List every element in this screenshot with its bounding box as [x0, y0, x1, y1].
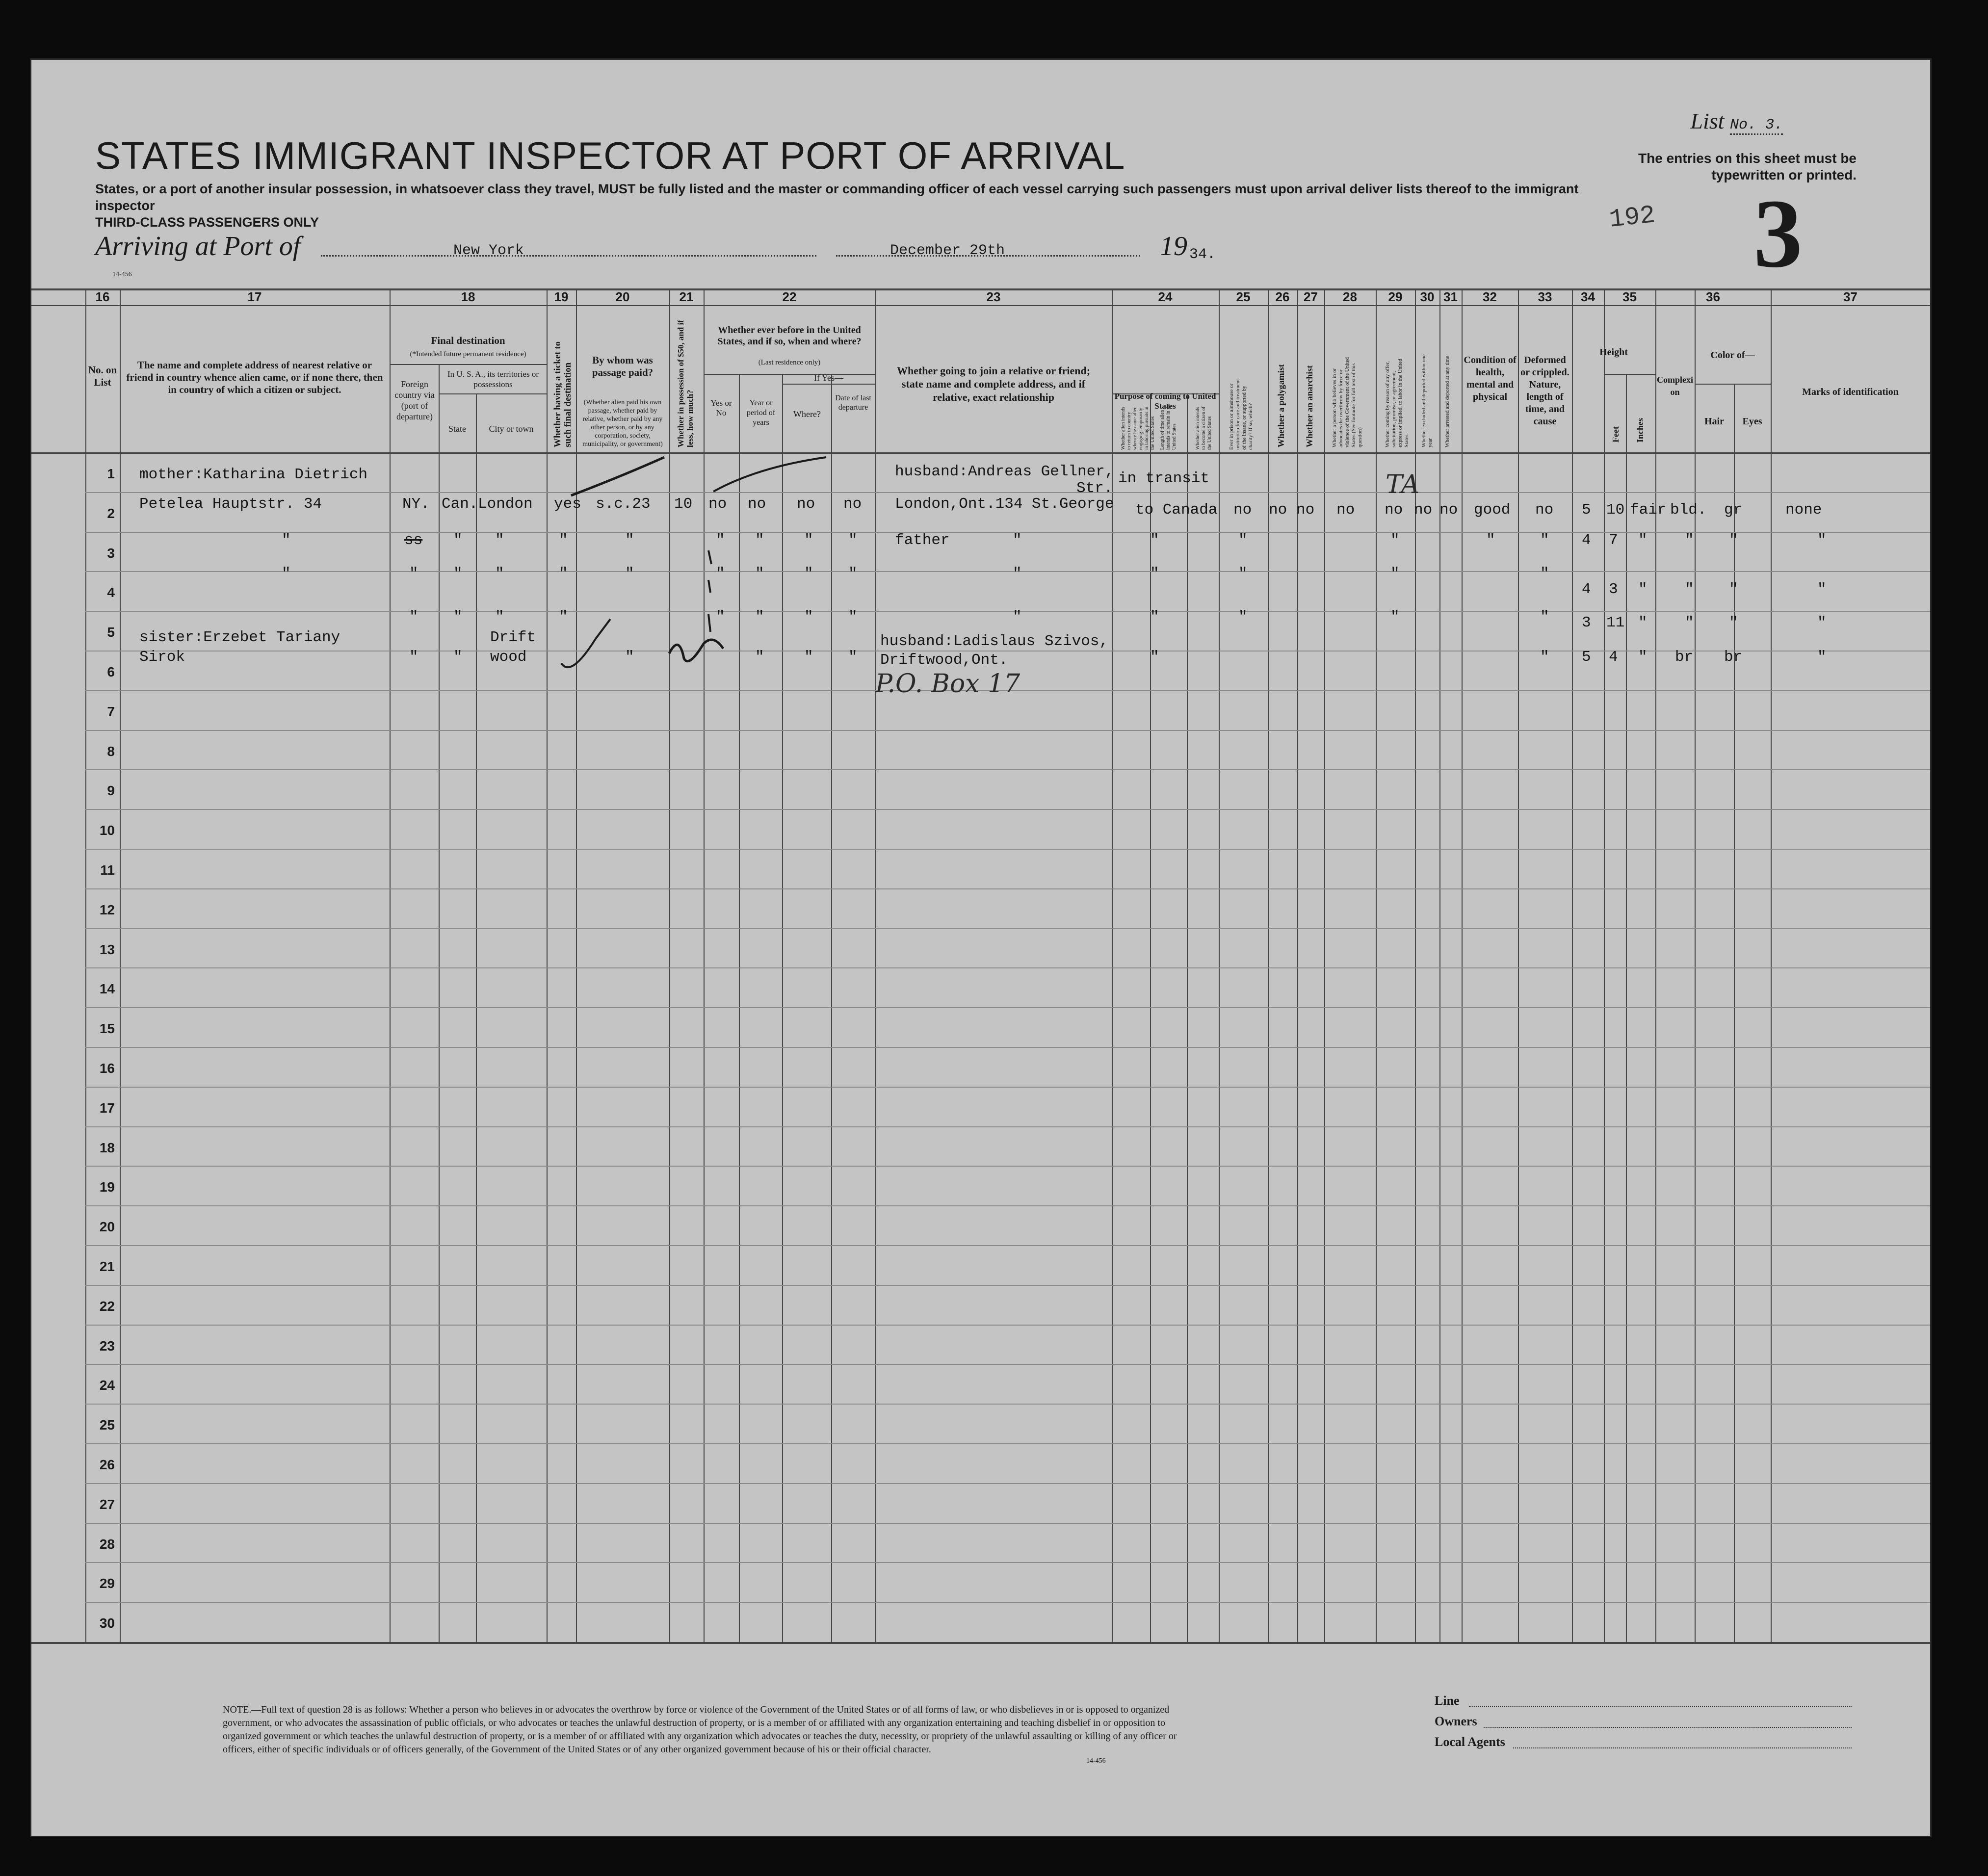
handwritten-ta: TA — [1386, 470, 1420, 499]
row-rule — [85, 849, 1930, 850]
heading-by-whom-sub: (Whether alien paid his own passage, whether paid by relative, whether paid by any other person, or by any corporation, society, municipality, or government) — [582, 399, 663, 448]
r3-q25-ditto: " — [1238, 565, 1248, 582]
row-number: 28 — [99, 1536, 115, 1552]
r4-ticket-ditto: " — [559, 608, 568, 625]
r2-eyes-ditto: " — [1729, 532, 1738, 549]
r4-deformed-ditto: " — [1540, 608, 1549, 625]
r1-q26: no — [1269, 501, 1287, 519]
col-number: 18 — [461, 289, 475, 304]
entries-note: The entries on this sheet must be typewritten or printed. — [1638, 151, 1857, 182]
heading-if-yes: If Yes— — [813, 373, 843, 383]
col-number: 19 — [554, 289, 569, 304]
col-number: 35 — [1622, 289, 1637, 304]
r2-complexion-ditto: " — [1638, 532, 1648, 549]
row-rule — [85, 1087, 1930, 1088]
row-rule — [85, 1602, 1930, 1603]
sheet-number: 3 — [1753, 180, 1803, 288]
row-number: 27 — [99, 1496, 115, 1512]
list-number-value: No. 3. — [1730, 117, 1783, 135]
row-number: 7 — [107, 704, 115, 719]
r2-hair-ditto: " — [1685, 532, 1694, 549]
heading-arrested: Whether arrested and deported at any time — [1444, 356, 1450, 447]
heading-date-last: Date of last departure — [835, 394, 871, 412]
row-number: 17 — [99, 1100, 115, 1116]
heading-hair: Hair — [1704, 416, 1724, 427]
heading-ever-before: Whether ever before in the United States, and if so, when and where? — [717, 325, 862, 347]
col-number: 20 — [615, 289, 630, 304]
intro-line-2: THIRD-CLASS PASSENGERS ONLY — [95, 215, 319, 230]
heading-polygamist: Whether a polygamist — [1276, 364, 1286, 447]
heading-final-destination-sub: (*Intended future permanent residence) — [410, 350, 526, 358]
r2-relative-ditto: " — [282, 532, 291, 549]
r3-q29-ditto: " — [1390, 565, 1400, 582]
row-rule — [85, 1007, 1930, 1008]
heading-condition: Condition of health, mental and physical — [1464, 355, 1517, 402]
col-number: 23 — [986, 289, 1001, 304]
row-number: 19 — [99, 1179, 115, 1195]
heading-prison-almshouse: Ever in prison or almshouse or institution for care and treatment of the insane, or supported by charity? If so, which? — [1229, 379, 1254, 450]
row-number: 3 — [107, 545, 115, 561]
r4-feet: 3 — [1582, 614, 1591, 631]
row-rule — [85, 1285, 1930, 1286]
r2-inches: 7 — [1609, 532, 1618, 549]
heading-labor-offer: Whether coming by reason of any offer, solicitation, promise, or agreement, express or implied, to labor in the United States — [1385, 359, 1410, 447]
page-title: STATES IMMIGRANT INSPECTOR AT PORT OF ARRIVAL — [95, 134, 1125, 177]
heading-excluded: Whether excluded and deported within one year — [1421, 354, 1433, 447]
col-number: 36 — [1706, 289, 1720, 304]
intro-line-1: States, or a port of another insular possession, in whatsoever class they travel, MUST be fully listed and the master or commanding officer of each vessel carrying such passengers must upon arrival deliver lists thereof to the immigrant inspector — [95, 182, 1579, 213]
r1-inches: 10 — [1606, 501, 1625, 519]
r2-q25-ditto: " — [1238, 532, 1248, 549]
r2-city-ditto: " — [495, 532, 504, 549]
row-rule — [85, 928, 1930, 929]
row-number: 25 — [99, 1417, 115, 1433]
row-rule — [85, 1364, 1930, 1365]
row-rule — [85, 809, 1930, 810]
footer-form-code: 14-456 — [1086, 1757, 1106, 1765]
col-number: 21 — [679, 289, 694, 304]
row-number: 22 — [99, 1298, 115, 1314]
heading-where: Where? — [793, 409, 821, 419]
row-number: 18 — [99, 1140, 115, 1155]
col-number: 27 — [1304, 289, 1318, 304]
heading-ever-before-sub: (Last residence only) — [758, 359, 821, 366]
heading-no-on-list: No. on List — [88, 364, 117, 388]
heading-overthrow: Whether a person who believes in or advocates the overthrow by force or violence of the Government of the United States (See footnote for full text of this question) — [1332, 357, 1363, 447]
r1-years: no — [748, 495, 766, 513]
row-rule — [85, 1523, 1930, 1524]
r2-foreign-country: ss — [404, 532, 423, 549]
row-rule — [85, 967, 1930, 968]
row-number: 30 — [99, 1615, 115, 1631]
r1-purpose-line1: in transit — [1118, 470, 1210, 487]
row-rule — [85, 1483, 1930, 1484]
r3-purpose-ditto: " — [1150, 565, 1159, 582]
r3-deformed-ditto: " — [1540, 565, 1549, 582]
heading-year-period: Year or period of years — [746, 399, 776, 427]
r1-q27: no — [1296, 501, 1315, 519]
r3-relative-ditto: " — [282, 565, 291, 582]
r3-join-ditto: " — [1013, 565, 1022, 582]
row-number: 26 — [99, 1457, 115, 1472]
r3-marks-ditto: " — [1817, 581, 1827, 598]
r5-complexion-ditto: " — [1638, 649, 1648, 666]
col-number: 22 — [782, 289, 797, 304]
row-rule — [85, 1205, 1930, 1206]
r3-feet: 4 — [1582, 581, 1591, 598]
row-rule — [85, 1404, 1930, 1405]
year-prefix: 19 — [1160, 231, 1187, 261]
heading-marks: Marks of identification — [1802, 387, 1899, 397]
heading-final-destination: Final destination — [431, 335, 505, 346]
footer-agents-field — [1513, 1735, 1852, 1748]
r4-date-ditto: " — [848, 608, 858, 625]
r1-foreign-country: NY. — [402, 495, 430, 513]
r1-health: good — [1474, 501, 1511, 519]
r1-q31: no — [1439, 501, 1458, 519]
r3-where-ditto: " — [804, 565, 813, 582]
r4-marks-ditto: " — [1817, 614, 1827, 631]
r3-complexion-ditto: " — [1638, 581, 1648, 598]
r5-inches: 4 — [1609, 649, 1618, 666]
col-number: 16 — [95, 289, 110, 304]
r5-date-ditto: " — [848, 649, 858, 666]
r5-country-ditto: " — [409, 649, 419, 666]
row-number: 8 — [107, 743, 115, 759]
r4-state-ditto: " — [453, 608, 463, 625]
list-label: List — [1690, 108, 1725, 133]
footer-line-field — [1469, 1694, 1852, 1707]
row-number: 16 — [99, 1061, 115, 1076]
heading-yes-no: Yes or No — [710, 398, 732, 417]
r4-ever-ditto: " — [716, 608, 725, 625]
r1-money: 10 — [674, 495, 693, 513]
r3-inches: 3 — [1609, 581, 1618, 598]
r1-join-line3: London,Ont.134 St.George — [895, 495, 1114, 513]
row-number: 21 — [99, 1259, 115, 1274]
heading-city: City or town — [489, 424, 534, 434]
r4-hair-ditto: " — [1685, 614, 1694, 631]
heading-nearest-relative: The name and complete address of nearest relative or friend in country whence alien came, or if none there, then in country of which a citizen or subject. — [126, 359, 383, 395]
r5-hair: br — [1675, 649, 1694, 666]
year-suffix: 34. — [1189, 246, 1216, 263]
port-value: New York — [453, 242, 524, 259]
r5-relative-line1: sister:Erzebet Tariany — [139, 629, 340, 646]
r1-city: London — [478, 495, 533, 513]
r1-q25: no — [1233, 501, 1252, 519]
r3-date-ditto: " — [848, 565, 858, 582]
r5-feet: 5 — [1582, 649, 1591, 666]
row-rule — [85, 769, 1930, 770]
r2-deformed-ditto: " — [1540, 532, 1549, 549]
r3-hair-ditto: " — [1685, 581, 1694, 598]
row-number: 13 — [99, 941, 115, 957]
heading-inches: Inches — [1635, 417, 1645, 443]
r3-ever-ditto: " — [716, 565, 725, 582]
row-number: 14 — [99, 981, 115, 997]
footer-owners-field — [1484, 1714, 1852, 1728]
r3-country-ditto: " — [409, 565, 419, 582]
r5-paid-ditto: " — [625, 649, 634, 666]
col-number: 33 — [1538, 289, 1552, 304]
r3-city-ditto: " — [495, 565, 504, 582]
row-number: 4 — [107, 585, 115, 600]
heading-color-of: Color of— — [1710, 350, 1755, 361]
date-value: December 29th — [890, 242, 1005, 259]
row-rule — [85, 1166, 1930, 1167]
r2-health-ditto: " — [1486, 532, 1495, 549]
row-number: 6 — [107, 664, 115, 679]
row-rule — [85, 1047, 1930, 1048]
row-rule — [85, 1245, 1930, 1246]
r5-city-line1: Drift — [490, 629, 536, 646]
heading-deformed: Deformed or crippled. Nature, length of time, and cause — [1520, 355, 1569, 427]
r1-deformed: no — [1535, 501, 1554, 519]
r1-join-line1: husband:Andreas Gellner, — [895, 463, 1114, 480]
stamp-number: 192 — [1608, 201, 1657, 234]
row-number: 23 — [99, 1338, 115, 1354]
col-number: 31 — [1443, 289, 1458, 304]
r5-where-ditto: " — [804, 649, 813, 666]
r1-q28: no — [1336, 501, 1355, 519]
r1-relative-line1: mother:Katharina Dietrich — [139, 466, 368, 483]
row-number: 24 — [99, 1378, 115, 1393]
heading-citizen-intent: Whether alien intends to become a citizen of the United States — [1195, 406, 1212, 450]
r2-state-ditto: " — [453, 532, 463, 549]
row-number: 2 — [107, 505, 115, 521]
col-number: 24 — [1158, 289, 1173, 304]
r5-join-line1: husband:Ladislaus Szivos, — [880, 633, 1109, 650]
footer-agents-label: Local Agents — [1435, 1735, 1505, 1749]
row-number: 29 — [99, 1576, 115, 1591]
r3-ticket-ditto: " — [559, 565, 568, 582]
footer-owners-label: Owners — [1435, 1714, 1477, 1728]
r1-date-last: no — [843, 495, 862, 513]
r4-q29-ditto: " — [1390, 608, 1400, 625]
heading-purpose: Purpose of coming to United States — [1114, 391, 1216, 411]
footer-line-label: Line — [1435, 1694, 1460, 1708]
r4-country-ditto: " — [409, 608, 419, 625]
r2-marks-ditto: " — [1817, 532, 1827, 549]
manifest-sheet — [31, 60, 1930, 1836]
heading-anarchist: Whether an anarchist — [1305, 365, 1314, 447]
handwritten-po-box: P.O. Box 17 — [875, 669, 1020, 699]
heading-joining: Whether going to join a relative or friend; state name and complete address, and if relative, exact relationship — [896, 365, 1091, 403]
r2-join: father — [895, 532, 950, 549]
heading-eyes: Eyes — [1742, 416, 1762, 427]
r2-ticket-ditto: " — [559, 532, 568, 549]
r1-ticket: yes — [554, 495, 581, 513]
col-number: 32 — [1483, 289, 1497, 304]
col-number: 37 — [1843, 289, 1857, 304]
r5-join-line2: Driftwood,Ont. — [880, 651, 1008, 669]
r1-where: no — [797, 495, 815, 513]
r1-hair: bld. — [1670, 501, 1707, 519]
r4-city-ditto: " — [495, 608, 504, 625]
r3-years-ditto: " — [755, 565, 764, 582]
r1-join-line2: Str. — [1076, 480, 1113, 497]
heading-possession-50: Whether in possession of $50, and if less, how much? — [676, 320, 695, 447]
heading-by-whom: By whom was passage paid? — [592, 354, 654, 378]
r5-eyes: br — [1724, 649, 1743, 666]
footnote-q28: NOTE.—Full text of question 28 is as follows: Whether a person who believes in or advocates the overthrow by force or violence of the Government of the United States or of all forms of law, or who disbelieves in or is opposed to organized government, or who advocates the assassination of public officials, or who advocates or teaches the unlawful destruction of property, or is a member of or affiliated with any organization entertaining and teaching disbelief in or opposition to organized government or which teaches the unlawful destruction of property, or is a member of or affiliated with any organization which advocates or teaches the duty, necessity, or propriety of the unlawful assaulting or killing of any officer or officers, either of specific individuals or of officers generally, of the Government of the United States or of any other organized government because of his or their official character. — [223, 1704, 1177, 1755]
r4-inches: 11 — [1606, 614, 1625, 631]
r1-eyes: gr — [1724, 501, 1743, 519]
row-number: 1 — [107, 466, 115, 481]
r1-complexion: fair — [1630, 501, 1667, 519]
heading-feet: Feet — [1611, 426, 1621, 443]
heading-ticket: Whether having a ticket to such final destination — [552, 341, 573, 447]
r2-ever-ditto: " — [716, 532, 725, 549]
r4-where-ditto: " — [804, 608, 813, 625]
r4-purpose-ditto: " — [1150, 608, 1159, 625]
r1-ever-before: no — [708, 495, 727, 513]
row-rule — [85, 1562, 1930, 1563]
r5-city-line2: wood — [490, 649, 527, 666]
col-number: 26 — [1275, 289, 1290, 304]
row-number: 9 — [107, 783, 115, 799]
r2-feet: 4 — [1582, 532, 1591, 549]
heading-return-intent: Whether alien intends to return to country whence he came after engaging temporarily in laboring pursuits in the United States — [1121, 406, 1155, 450]
r2-join-ditto: " — [1013, 532, 1022, 549]
r2-paid-ditto: " — [625, 532, 634, 549]
row-number: 15 — [99, 1021, 115, 1037]
r1-state: Can. — [442, 495, 478, 513]
row-rule — [85, 1443, 1930, 1444]
col-number: 29 — [1388, 289, 1403, 304]
r4-join-ditto: " — [1013, 608, 1022, 625]
heading-length-of-stay: Length of time alien intends to remain in the United States — [1160, 403, 1177, 450]
col-number: 34 — [1581, 289, 1595, 304]
handwritten-strokes — [31, 60, 1930, 747]
row-rule — [85, 1126, 1930, 1127]
row-number: 20 — [99, 1219, 115, 1235]
table-bottom-rule — [31, 1642, 1930, 1644]
r1-feet: 5 — [1582, 501, 1591, 519]
r4-eyes-ditto: " — [1729, 614, 1738, 631]
r3-eyes-ditto: " — [1729, 581, 1738, 598]
r1-paid-by: s.c.23 — [596, 495, 651, 513]
arriving-label: Arriving at Port of — [95, 231, 301, 261]
row-number: 5 — [107, 625, 115, 640]
col-number: 17 — [247, 289, 262, 304]
r5-marks-ditto: " — [1817, 649, 1827, 666]
col-number: 28 — [1343, 289, 1357, 304]
form-code-top: 14-456 — [112, 271, 132, 278]
r2-where-ditto: " — [804, 532, 813, 549]
r1-q29: no — [1385, 501, 1403, 519]
heading-complexion: Complexion — [1657, 375, 1693, 397]
row-rule — [85, 1325, 1930, 1326]
heading-state: State — [448, 424, 466, 434]
r2-date-ditto: " — [848, 532, 858, 549]
r5-deformed-ditto: " — [1540, 649, 1549, 666]
r5-relative-line2: Sirok — [139, 649, 185, 666]
r4-years-ditto: " — [755, 608, 764, 625]
r1-relative-line2: Petelea Hauptstr. 34 — [139, 495, 322, 513]
row-number: 12 — [99, 902, 115, 917]
r1-q30: no — [1414, 501, 1433, 519]
heading-height: Height — [1599, 347, 1628, 358]
r3-state-ditto: " — [453, 565, 463, 582]
r5-years-ditto: " — [755, 649, 764, 666]
r1-marks: none — [1785, 501, 1822, 519]
r3-paid-ditto: " — [625, 565, 634, 582]
heading-foreign-country: Foreign country via (port of departure) — [394, 379, 435, 421]
r4-q25-ditto: " — [1238, 608, 1248, 625]
r5-state-ditto: " — [453, 649, 463, 666]
col-number: 30 — [1420, 289, 1435, 304]
col-number: 25 — [1236, 289, 1251, 304]
r5-purpose-ditto: " — [1150, 649, 1159, 666]
row-number: 10 — [99, 823, 115, 838]
row-rule — [85, 888, 1930, 889]
heading-in-usa: In U. S. A., its territories or possessions — [447, 369, 539, 389]
r4-complexion-ditto: " — [1638, 614, 1648, 631]
r2-purpose-ditto: " — [1150, 532, 1159, 549]
r2-years-ditto: " — [755, 532, 764, 549]
r2-q29-ditto: " — [1390, 532, 1400, 549]
row-number: 11 — [100, 862, 115, 878]
r1-purpose-line2: to Canada — [1135, 501, 1218, 519]
